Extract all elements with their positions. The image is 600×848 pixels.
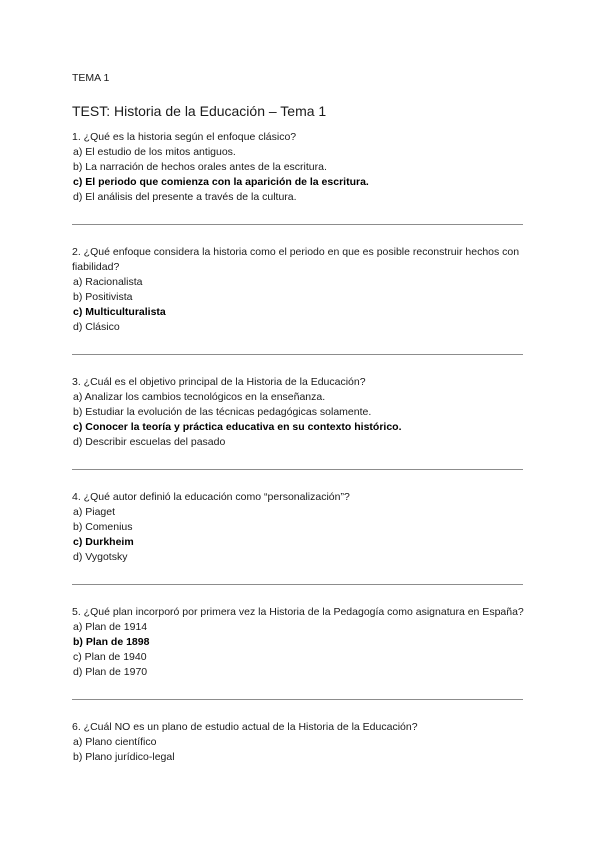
answer-option-correct: c) El periodo que comienza con la aparición de la escritura. xyxy=(73,176,369,188)
answer-option-correct: c) Multiculturalista xyxy=(73,306,166,318)
answer-options xyxy=(72,390,524,450)
question-separator xyxy=(72,354,523,355)
answer-option: d) Describir escuelas del pasado xyxy=(73,436,226,448)
answer-option: b) La narración de hechos orales antes de la escritura. xyxy=(73,161,327,173)
answer-option: a) El estudio de los mitos antiguos. xyxy=(73,146,236,158)
question-2 xyxy=(72,245,524,335)
answer-option: a) Racionalista xyxy=(73,276,143,288)
document-page xyxy=(72,72,524,765)
question-1 xyxy=(72,130,524,205)
question-separator xyxy=(72,699,523,700)
question-separator xyxy=(72,224,523,225)
question-6 xyxy=(72,720,524,765)
answer-option: b) Positivista xyxy=(73,291,133,303)
answer-option: d) El análisis del presente a través de la cultura. xyxy=(73,191,297,203)
question-text: 4. ¿Qué autor definió la educación como “personalización”? xyxy=(72,491,350,503)
question-separator xyxy=(72,584,523,585)
question-text: 5. ¿Qué plan incorporó por primera vez la Historia de la Pedagogía como asignatura en España? xyxy=(72,606,524,618)
test-title: TEST: Historia de la Educación – Tema 1 xyxy=(72,103,327,119)
question-text: 2. ¿Qué enfoque considera la historia como el periodo en que es posible reconstruir hechos con fiabilidad? xyxy=(72,246,520,273)
answer-options xyxy=(72,620,524,680)
answer-options xyxy=(72,735,524,765)
answer-options xyxy=(72,275,524,335)
answer-option: a) Plano científico xyxy=(73,736,157,748)
tema-label: TEMA 1 xyxy=(72,72,110,84)
question-5 xyxy=(72,605,524,680)
answer-option: a) Plan de 1914 xyxy=(73,621,148,633)
answer-option-correct: c) Durkheim xyxy=(73,536,134,548)
answer-option: a) Piaget xyxy=(73,506,116,518)
answer-option-correct: b) Plan de 1898 xyxy=(73,636,150,648)
answer-option: d) Vygotsky xyxy=(73,551,128,563)
answer-option: b) Comenius xyxy=(73,521,133,533)
answer-option: d) Plan de 1970 xyxy=(73,666,148,678)
question-text: 6. ¿Cuál NO es un plano de estudio actual de la Historia de la Educación? xyxy=(72,721,418,733)
answer-option: b) Plano jurídico-legal xyxy=(73,751,175,763)
answer-options xyxy=(72,505,524,565)
question-separator xyxy=(72,469,523,470)
answer-options xyxy=(72,145,524,205)
question-4 xyxy=(72,490,524,565)
question-3 xyxy=(72,375,524,450)
question-text: 1. ¿Qué es la historia según el enfoque clásico? xyxy=(72,131,297,143)
question-list xyxy=(72,130,524,765)
answer-option: c) Plan de 1940 xyxy=(73,651,147,663)
question-text: 3. ¿Cuál es el objetivo principal de la Historia de la Educación? xyxy=(72,376,366,388)
answer-option: a) Analizar los cambios tecnológicos en la enseñanza. xyxy=(73,391,326,403)
answer-option-correct: c) Conocer la teoría y práctica educativa en su contexto histórico. xyxy=(73,421,402,433)
answer-option: d) Clásico xyxy=(73,321,120,333)
answer-option: b) Estudiar la evolución de las técnicas pedagógicas solamente. xyxy=(73,406,372,418)
